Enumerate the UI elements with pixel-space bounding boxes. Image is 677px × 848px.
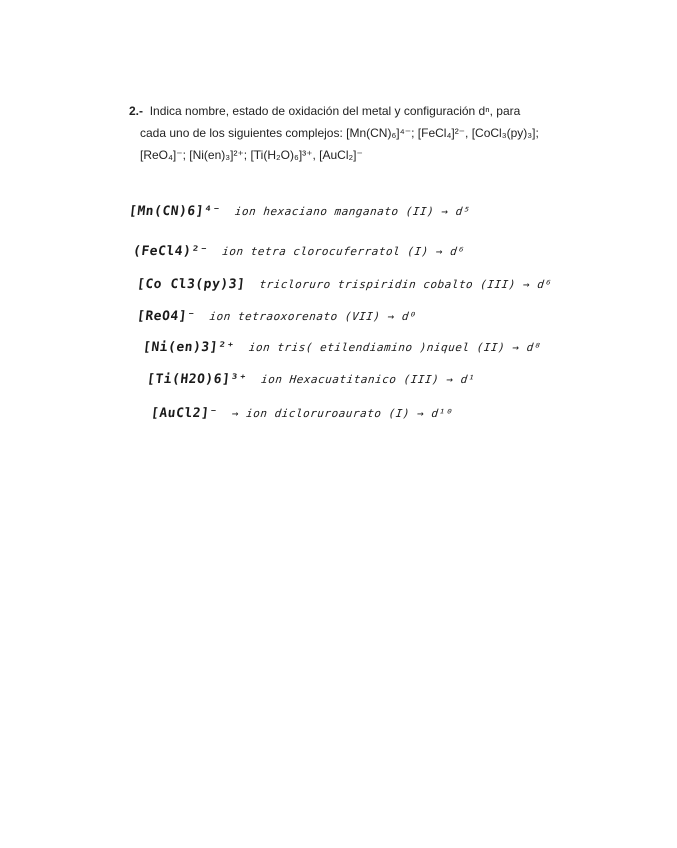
answer-text: ion hexaciano manganato (II) → d⁵ [234, 205, 471, 218]
handwritten-answer-au [150, 406, 453, 421]
answer-text: ion tetra clorocuferratol (I) → d⁶ [221, 245, 466, 258]
question-block [129, 100, 559, 166]
answer-text: ion Hexacuatitanico (III) → d¹ [260, 373, 476, 386]
answer-text: ion tris( etilendiamino )niquel (II) → d⁸ [248, 341, 542, 354]
answer-formula: [Co Cl3(py)3] [136, 277, 247, 292]
answer-text: → ion dicloruroaurato (I) → d¹⁰ [231, 407, 454, 420]
question-text-1: Indica nombre, estado de oxidación del metal y configuración dⁿ, para [149, 104, 521, 118]
handwritten-answer-co [136, 277, 552, 292]
answer-formula: [Ni(en)3]²⁺ [142, 340, 236, 355]
answer-formula: [ReO4]⁻ [136, 309, 197, 324]
question-line-1 [129, 100, 559, 122]
handwritten-answer-mn [128, 204, 470, 219]
answer-formula: (FeCl4)²⁻ [132, 244, 209, 259]
question-line-3: [ReO₄]⁻; [Ni(en)₃]²⁺; [Ti(H₂O)₆]³⁺, [AuCl₂]⁻ [140, 148, 363, 162]
handwritten-answer-ti [146, 372, 475, 387]
question-line-2: cada uno de los siguientes complejos: [Mn(CN)₆]⁴⁻; [FeCl₄]²⁻, [CoCl₃(py)₃]; [140, 126, 539, 140]
answer-formula: [AuCl2]⁻ [150, 406, 219, 421]
answer-text: ion tetraoxorenato (VII) → d⁰ [208, 310, 417, 323]
answer-formula: [Mn(CN)6]⁴⁻ [128, 204, 222, 219]
question-number: 2.- [129, 104, 144, 118]
answer-text: tricloruro trispiridin cobalto (III) → d⁶ [258, 278, 553, 291]
handwritten-answer-re [136, 309, 417, 324]
handwritten-answer-fe [132, 244, 465, 259]
answer-formula: [Ti(H2O)6]³⁺ [146, 372, 248, 387]
handwritten-answer-ni [142, 340, 541, 355]
